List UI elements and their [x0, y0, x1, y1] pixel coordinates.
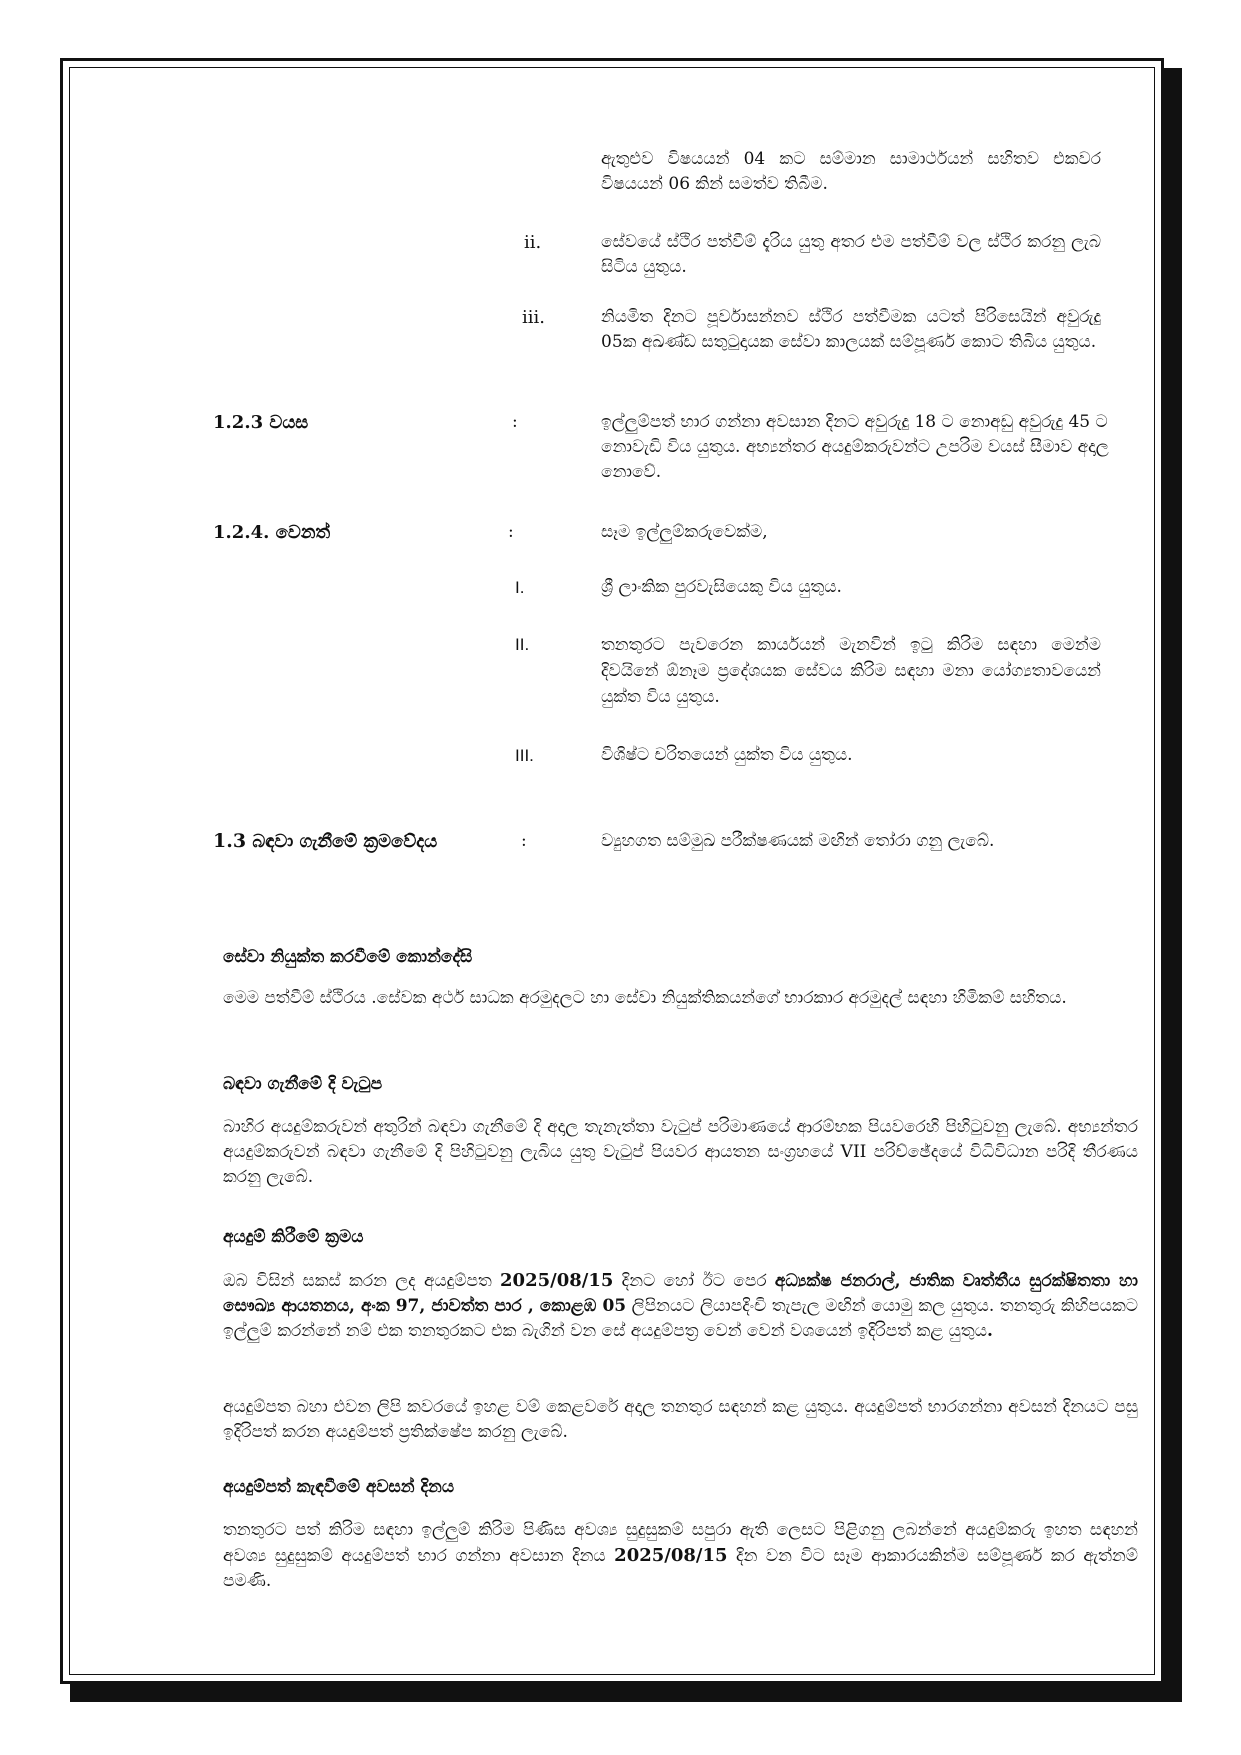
qualification-item-iii-number: iii.	[522, 307, 545, 328]
other-item-1-text: ශ්‍රී ලාංකික පුරවැසියෙකු විය යුතුය.	[601, 577, 842, 597]
age-colon: :	[512, 412, 518, 432]
conditions-heading: සේවා නියුක්ත කරවීමේ කොන්දේසි	[223, 947, 473, 967]
method-paragraph-2: අයදුම්පත බහා එවන ලිපි කවරයේ ඉහළ වම් කෙළවරේ අදාල තනතුර සඳහන් කළ යුතුය. අයදුම්පත් භාරගන්නා අවසන් දිනයට පසු ඉදිරිපත් කරන අයදුම්පත් ප්‍රතික්ෂේප කරනු ලැබේ.	[223, 1397, 1138, 1442]
recruitment-heading	[213, 829, 437, 854]
other-item-1-number: I.	[515, 578, 525, 597]
method-p1-part-a: ඔබ විසින් සකස් කරන ලද අයදුම්පත	[223, 1271, 501, 1291]
conditions-text: මෙම පත්වීම් ස්ථිරය .සේවක අර්ථ සාධක අරමුදලට හා සේවා නියුක්තිකයන්ගේ භාරකාර අරමුදල් සඳහා හිමිකම් සහිතය.	[223, 988, 1067, 1008]
deadline-heading: අයදුම්පත් කැඳවීමේ අවසන් දිනය	[223, 1477, 455, 1497]
recruitment-text: ව්‍යුහගත සම්මුඛ පරීක්ෂණයක් මඟින් තෝරා ගනු ලැබේ.	[601, 831, 995, 851]
deadline-text-a: තනතුරට පත් කිරිම සඳහා ඉල්ලුම් කිරිම පිණිස අවශ්‍ය සුදුසුකම් සපුරා ඇති ලෙසට පිළිගනු ලබන්නේ අයදුම්කරු ඉහත සඳහන් අවශ්‍ය සුදුසුකම් අයදුම්පත් භාර ගන්නා අවසාන දිනය	[223, 1520, 1138, 1566]
age-text: ඉල්ලුම්පත් භාර ගන්නා අවසාන දිනට අවුරුදු 18 ට නොඅඩු අවුරුදු 45 ට නොවැඩි විය යුතුය. අභ්‍යන්තර අයදුම්කරුවන්ට උපරිම වයස් සීමාව අදාල නොවේ.	[601, 412, 1109, 482]
age-heading: 1.2.3 වයස	[213, 412, 309, 433]
recruitment-heading-number: 1.3	[213, 830, 247, 852]
qualification-item-i-continuation: ඇතුළුව විෂයයන් 04 කට සම්මාන සාමාර්ථයන් සහිතව එකවර විෂයයන් 06 කින් සමත්ව තිබීම.	[601, 149, 1101, 194]
salary-heading: බඳවා ගැනීමේ දි වැටුප	[223, 1074, 383, 1094]
qualification-item-ii-text: සේවයේ ස්ථිර පත්වීම් දැරිය යුතු අතර එම පත්වීම් වල ස්ථිර කරනු ලැබ සිටිය යුතුය.	[601, 232, 1101, 277]
recruitment-heading-text: බඳවා ගැනීමේ ක්‍රමවේදය	[252, 831, 438, 852]
method-p1-part-c: ලිපිනයට ලියාපදිංචි තැපැල මඟින් යොමු කල යුතුය. තනතුරු කිහිපයකට ඉල්ලුම් කරන්නේ නම් එක තනතුරකට එක බැගින් වන සේ අයදුම්පත්‍ර වෙන් වෙන් වශයෙන් ඉදිරිපත් කළ යුතුය	[223, 1296, 1139, 1341]
method-paragraph-1	[223, 1268, 1138, 1344]
deadline-date: 2025/08/15	[614, 1545, 728, 1566]
other-item-2-number: II.	[515, 635, 530, 654]
recruitment-colon: :	[521, 831, 527, 851]
method-p1-end: .	[986, 1321, 993, 1341]
deadline-text-b: දින වන විට සෑම ආකාරයකින්ම සම්පූර්ණ කර ඇත්නම් පමණි.	[223, 1546, 1138, 1591]
other-colon: :	[508, 522, 514, 542]
method-p1-address: අධ්‍යක්ෂ ජනරාල්, ජාතික වෘත්තීය සුරක්ෂිතතා හා සෞඛ්‍ය ආයතනය, අංක 97, ජාවත්ත පාර , කොළඹ 05	[223, 1271, 1138, 1316]
deadline-text	[223, 1518, 1138, 1594]
method-heading: අයදුම් කිරීමේ ක්‍රමය	[223, 1227, 364, 1247]
other-heading: 1.2.4. වෙනත්	[213, 522, 331, 543]
method-p1-date: 2025/08/15	[500, 1270, 614, 1291]
other-item-3-text: විශිෂ්ට චරිතයෙන් යුක්ත විය යුතුය.	[601, 745, 853, 765]
other-intro: සෑම ඉල්ලුම්කරුවෙක්ම,	[601, 522, 768, 542]
other-item-2-text: තනතුරට පැවරෙන කාර්යයන් මැනවින් ඉටු කිරිම සඳහා මෙන්ම දිවයිනේ ඕනෑම ප්‍රදේශයක සේවය කිරිම සඳහා මනා යෝග්‍යතාවයෙන් යුක්ත විය යුතුය.	[601, 635, 1101, 707]
salary-text: බාහිර අයදුම්කරුවන් අතුරින් බඳවා ගැනීමේ දි අදාල තැනැත්තා වැටුප් පරිමාණයේ ආරම්භක පියවරෙහි පිහිටුවනු ලැබේ. අභ්‍යන්තර අයදුම්කරුවන් බඳවා ගැනීමේ දි පිහිටුවනු ලැබිය යුතු වැටුප් පියවර ආයතන සංග්‍රහයේ VII පරිච්ඡේදයේ විධිවිධාන පරිදි තීරණය කරනු ලැබේ.	[223, 1117, 1138, 1187]
qualification-item-iii-text: නියමිත දිනට පූර්වාසන්නව ස්ථිර පත්වීමක යටත් පිරිසෙයින් අවුරුදු 05ක අඛණ්ඩ සතුටුදායක සේවා කාලයක් සම්පූර්ණ කොට තිබිය යුතුය.	[601, 307, 1101, 352]
qualification-item-ii-number: ii.	[524, 232, 542, 253]
other-item-3-number: III.	[515, 746, 534, 765]
method-p1-part-b: දිනට හෝ ඊට පෙර	[613, 1271, 775, 1291]
